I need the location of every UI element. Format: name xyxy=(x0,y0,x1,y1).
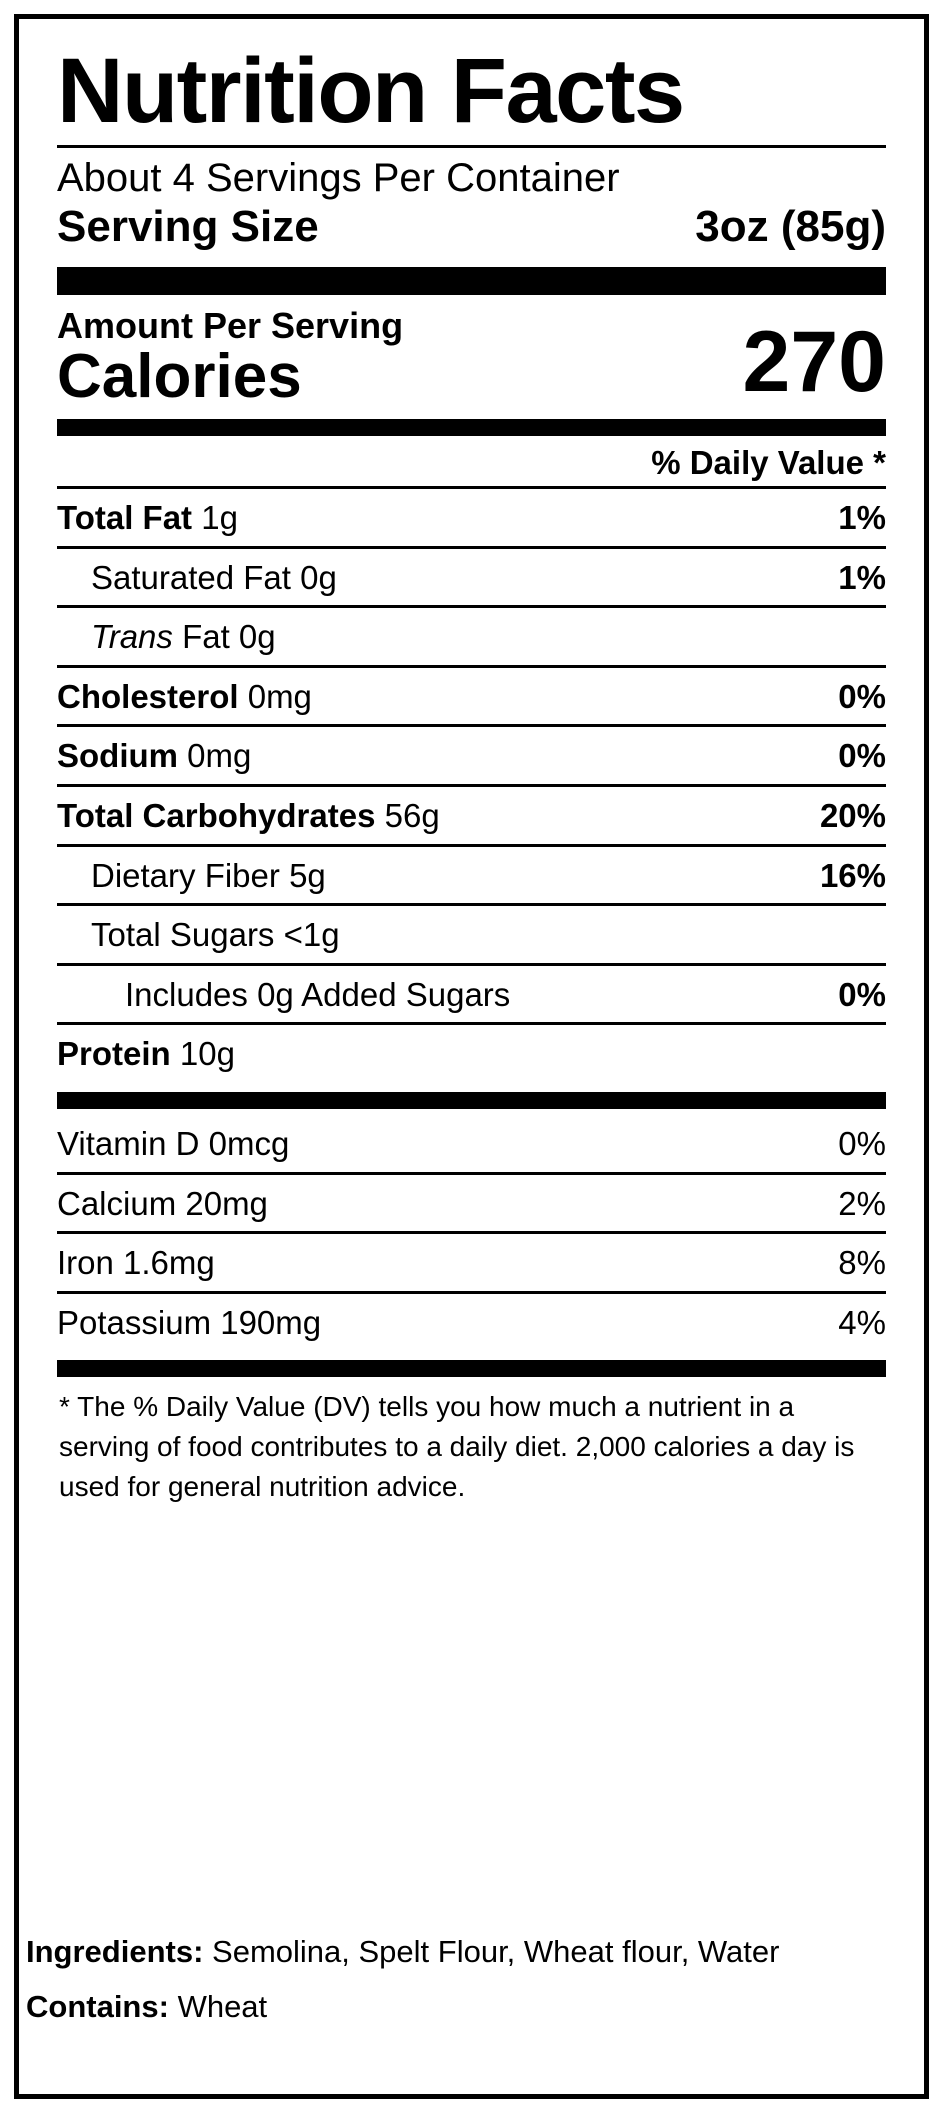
nutrient-amount: <1g xyxy=(283,916,340,954)
serving-size-label: Serving Size xyxy=(57,201,319,251)
table-row xyxy=(57,1291,886,1351)
table-row xyxy=(57,486,886,546)
amount-per-serving-label: Amount Per Serving xyxy=(57,304,404,346)
nutrient-name: Protein xyxy=(57,1035,171,1073)
nutrient-name: Total Fat xyxy=(57,499,193,537)
nutrient-amount: 1g xyxy=(201,499,238,537)
thick-divider-top xyxy=(57,267,886,295)
ingredients-line xyxy=(26,1932,917,1973)
calories-block xyxy=(57,305,886,409)
vitamin-dv: 8% xyxy=(838,1244,886,1282)
nutrient-rows xyxy=(57,486,886,1082)
table-row xyxy=(57,724,886,784)
nutrient-name: Sodium xyxy=(57,737,178,775)
serving-size-value: 3oz (85g) xyxy=(695,201,886,251)
nutrient-amount: Fat 0g xyxy=(182,618,276,656)
nutrient-name: Includes 0g Added Sugars xyxy=(125,975,511,1013)
vitamin-name: Calcium 20mg xyxy=(57,1184,268,1222)
nutrient-amount: 56g xyxy=(384,796,440,834)
page-title: Nutrition Facts xyxy=(57,40,684,142)
table-row xyxy=(57,844,886,904)
vitamin-name: Vitamin D 0mcg xyxy=(57,1124,290,1162)
table-row xyxy=(57,665,886,725)
nutrient-dv: 1% xyxy=(838,499,886,537)
nutrient-name: Saturated Fat xyxy=(91,558,291,596)
nutrient-name: Dietary Fiber xyxy=(91,856,280,894)
contains-line xyxy=(26,1987,917,2028)
nutrient-name: Cholesterol xyxy=(57,677,239,715)
nutrient-name: Total Carbohydrates xyxy=(57,796,376,834)
nutrient-amount: 5g xyxy=(289,856,326,894)
table-row xyxy=(57,546,886,606)
servings-per-container: About 4 Servings Per Container xyxy=(57,155,620,200)
ingredients-label: Ingredients: xyxy=(26,1934,204,1969)
calories-value: 270 xyxy=(742,314,886,411)
contains-label: Contains: xyxy=(26,1988,169,2024)
table-row xyxy=(57,1022,886,1082)
nutrient-amount: 0g xyxy=(300,558,337,596)
daily-value-header: % Daily Value * xyxy=(651,444,886,482)
table-row xyxy=(57,1115,886,1172)
ingredients-section xyxy=(14,1932,929,2028)
nutrient-amount: 0mg xyxy=(247,677,312,715)
nutrient-dv: 1% xyxy=(838,558,886,596)
nutrition-facts-panel xyxy=(14,14,929,2099)
contains-text: Wheat xyxy=(177,1988,268,2024)
divider-above-footnote xyxy=(57,1360,886,1377)
serving-size-row xyxy=(57,201,886,253)
table-row xyxy=(57,903,886,963)
nutrient-dv: 0% xyxy=(838,975,886,1013)
table-row xyxy=(57,605,886,665)
nutrient-name: Total Sugars xyxy=(91,916,275,954)
vitamin-name: Potassium 190mg xyxy=(57,1303,322,1341)
nutrient-amount: 10g xyxy=(179,1035,235,1073)
vitamin-dv: 4% xyxy=(838,1303,886,1341)
calories-left xyxy=(57,305,403,409)
divider-below-calories xyxy=(57,419,886,436)
calories-label: Calories xyxy=(57,341,302,411)
table-row xyxy=(57,1172,886,1232)
table-row xyxy=(57,1231,886,1291)
nutrient-dv: 16% xyxy=(819,856,886,894)
vitamin-dv: 2% xyxy=(838,1184,886,1222)
nutrient-amount: 0mg xyxy=(187,737,252,775)
table-row xyxy=(57,784,886,844)
table-row xyxy=(57,963,886,1023)
nutrient-name: Trans xyxy=(91,618,173,656)
daily-value-footnote: * The % Daily Value (DV) tells you how much a nutrient in a serving of food contributes to a daily diet. 2,000 calories a day is used for general nutrition advice. xyxy=(59,1391,855,1502)
vitamin-dv: 0% xyxy=(838,1124,886,1162)
nutrient-dv: 0% xyxy=(838,737,886,775)
nutrient-dv: 0% xyxy=(838,677,886,715)
divider-above-vitamins xyxy=(57,1092,886,1109)
nutrient-dv: 20% xyxy=(819,796,886,834)
ingredients-text: Semolina, Spelt Flour, Wheat flour, Water xyxy=(212,1934,780,1969)
vitamin-rows xyxy=(57,1115,886,1350)
vitamin-name: Iron 1.6mg xyxy=(57,1244,215,1282)
title-divider xyxy=(57,145,886,148)
